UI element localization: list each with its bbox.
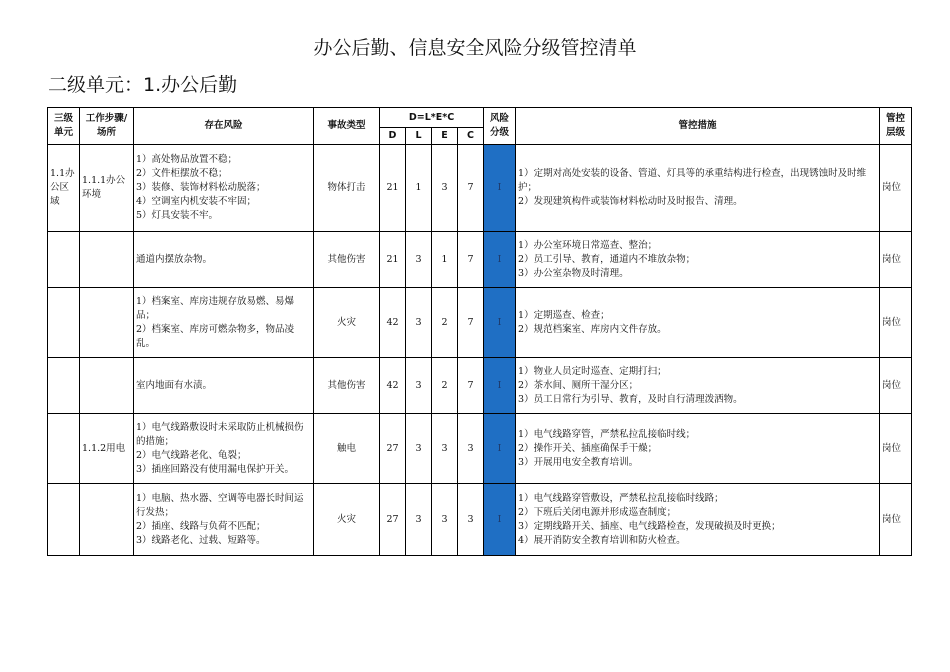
cell-measures — [516, 288, 880, 358]
cell-accident: 火灾 — [314, 484, 380, 556]
header-unit: 三级单元 — [48, 108, 80, 145]
cell-risk — [134, 145, 314, 232]
cell-accident: 其他伤害 — [314, 358, 380, 414]
cell-d: 21 — [380, 232, 406, 288]
cell-step: 1.1.2用电 — [80, 414, 134, 484]
cell-c: 7 — [458, 232, 484, 288]
cell-e: 2 — [432, 358, 458, 414]
cell-measures-line: 2）发现建筑构件或装饰材料松动时及时报告、清理。 — [518, 196, 743, 207]
header-risk: 存在风险 — [134, 108, 314, 145]
cell-measures-line: 3）办公室杂物及时清理。 — [518, 267, 629, 279]
cell-risk — [134, 232, 314, 288]
cell-unit — [48, 358, 80, 414]
cell-risk-line: 3）装修、装饰材料松动脱落； — [136, 182, 266, 193]
cell-risk-line: 3）线路老化、过载、短路等。 — [136, 534, 266, 546]
cell-l: 3 — [406, 288, 432, 358]
cell-risk-line: 2）文件柜摆放不稳； — [136, 168, 228, 179]
cell-d: 27 — [380, 484, 406, 556]
cell-accident: 其他伤害 — [314, 232, 380, 288]
cell-control: 岗位 — [880, 358, 912, 414]
cell-c: 7 — [458, 145, 484, 232]
cell-measures-line: 2）茶水间、厕所干湿分区； — [518, 379, 639, 391]
cell-level: Ⅰ — [484, 232, 516, 288]
cell-risk-line: 1）高处物品放置不稳； — [136, 154, 238, 165]
header-c: C — [458, 128, 484, 145]
cell-l: 3 — [406, 414, 432, 484]
cell-control: 岗位 — [880, 145, 912, 232]
cell-measures — [516, 358, 880, 414]
header-l: L — [406, 128, 432, 145]
cell-risk-line: 3）插座回路没有使用漏电保护开关。 — [136, 463, 295, 475]
table-row — [48, 414, 912, 484]
cell-control: 岗位 — [880, 484, 912, 556]
section-subtitle: 二级单元：1.办公后勤 — [48, 74, 238, 96]
cell-e: 2 — [432, 288, 458, 358]
cell-risk-line: 1）档案室、库房违规存放易燃、易爆品； — [136, 295, 295, 321]
cell-control: 岗位 — [880, 414, 912, 484]
cell-risk — [134, 414, 314, 484]
cell-risk-line: 1）电脑、热水器、空调等电器长时间运行发热； — [136, 492, 304, 518]
cell-level: Ⅰ — [484, 288, 516, 358]
cell-measures-line: 1）定期巡查、检查； — [518, 309, 610, 321]
table-row — [48, 232, 912, 288]
cell-risk-line: 4）空调室内机安装不牢固； — [136, 196, 257, 207]
cell-e: 3 — [432, 414, 458, 484]
cell-step — [80, 232, 134, 288]
header-step: 工作步骤/场所 — [80, 108, 134, 145]
cell-measures — [516, 484, 880, 556]
cell-control: 岗位 — [880, 288, 912, 358]
cell-measures-line: 1）电气线路穿管，严禁私拉乱接临时线； — [518, 428, 696, 440]
table-row — [48, 145, 912, 232]
cell-d: 42 — [380, 358, 406, 414]
cell-measures-line: 2）规范档案室、库房内文件存放。 — [518, 323, 667, 335]
table-row — [48, 358, 912, 414]
cell-c: 7 — [458, 288, 484, 358]
cell-measures-line: 4）展开消防安全教育培训和防火检查。 — [518, 534, 686, 546]
cell-step: 1.1.1办公环境 — [80, 145, 134, 232]
cell-measures-line: 1）办公室环境日常巡查、整治； — [518, 239, 658, 251]
table-body — [48, 145, 912, 556]
page-title: 办公后勤、信息安全风险分级管控清单 — [313, 37, 637, 59]
cell-level: Ⅰ — [484, 484, 516, 556]
cell-risk-line: 5）灯具安装不牢。 — [136, 210, 219, 221]
cell-l: 3 — [406, 232, 432, 288]
cell-risk-line: 1）电气线路敷设时未采取防止机械损伤的措施； — [136, 421, 304, 447]
cell-measures-line: 3）定期线路开关、插座、电气线路检查，发现破损及时更换； — [518, 520, 781, 532]
header-measures: 管控措施 — [516, 108, 880, 145]
cell-measures-line: 1）电气线路穿管敷设，严禁私拉乱接临时线路； — [518, 492, 724, 504]
header-level: 风险分级 — [484, 108, 516, 145]
cell-risk — [134, 358, 314, 414]
header-e: E — [432, 128, 458, 145]
cell-measures-line: 2）下班后关闭电源并形成巡查制度； — [518, 506, 677, 518]
cell-l: 3 — [406, 484, 432, 556]
cell-measures-line: 3）员工日常行为引导、教育，及时自行清理泼洒物。 — [518, 393, 743, 405]
header-accident: 事故类型 — [314, 108, 380, 145]
cell-risk-line: 通道内摆放杂物。 — [136, 253, 213, 265]
cell-d: 21 — [380, 145, 406, 232]
table-header-row — [48, 108, 912, 128]
cell-e: 3 — [432, 484, 458, 556]
cell-l: 3 — [406, 358, 432, 414]
cell-c: 3 — [458, 484, 484, 556]
cell-step — [80, 288, 134, 358]
cell-c: 3 — [458, 414, 484, 484]
header-formula: D=L*E*C — [380, 108, 484, 128]
cell-risk-line: 2）电气线路老化、龟裂； — [136, 449, 247, 461]
cell-accident: 触电 — [314, 414, 380, 484]
cell-level: Ⅰ — [484, 414, 516, 484]
cell-c: 7 — [458, 358, 484, 414]
cell-control: 岗位 — [880, 232, 912, 288]
cell-accident: 物体打击 — [314, 145, 380, 232]
cell-measures — [516, 232, 880, 288]
cell-d: 27 — [380, 414, 406, 484]
cell-risk-line: 2）档案室、库房可燃杂物多，物品凌乱。 — [136, 323, 295, 349]
cell-step — [80, 484, 134, 556]
cell-measures-line: 2）员工引导、教育，通道内不堆放杂物； — [518, 253, 696, 265]
cell-unit — [48, 288, 80, 358]
cell-measures-line: 1）定期对高处安装的设备、管道、灯具等的承重结构进行检查，出现锈蚀时及时维护； — [518, 168, 867, 193]
cell-unit — [48, 232, 80, 288]
cell-measures — [516, 414, 880, 484]
table-row — [48, 288, 912, 358]
cell-unit — [48, 484, 80, 556]
cell-level: Ⅰ — [484, 358, 516, 414]
cell-e: 3 — [432, 145, 458, 232]
cell-measures-line: 1）物业人员定时巡查、定期打扫； — [518, 365, 667, 377]
cell-step — [80, 358, 134, 414]
cell-risk — [134, 484, 314, 556]
cell-measures-line: 2）操作开关、插座确保手干燥； — [518, 442, 658, 454]
cell-risk-line: 2）插座、线路与负荷不匹配； — [136, 520, 266, 532]
cell-e: 1 — [432, 232, 458, 288]
cell-measures — [516, 145, 880, 232]
cell-d: 42 — [380, 288, 406, 358]
risk-control-table — [47, 107, 912, 556]
cell-risk-line: 室内地面有水渍。 — [136, 379, 213, 391]
cell-measures-line: 3）开展用电安全教育培训。 — [518, 456, 639, 468]
cell-level: Ⅰ — [484, 145, 516, 232]
header-d: D — [380, 128, 406, 145]
cell-unit: 1.1办公区域 — [48, 145, 80, 232]
header-control: 管控层级 — [880, 108, 912, 145]
cell-accident: 火灾 — [314, 288, 380, 358]
cell-l: 1 — [406, 145, 432, 232]
cell-risk — [134, 288, 314, 358]
table-row — [48, 484, 912, 556]
cell-unit — [48, 414, 80, 484]
